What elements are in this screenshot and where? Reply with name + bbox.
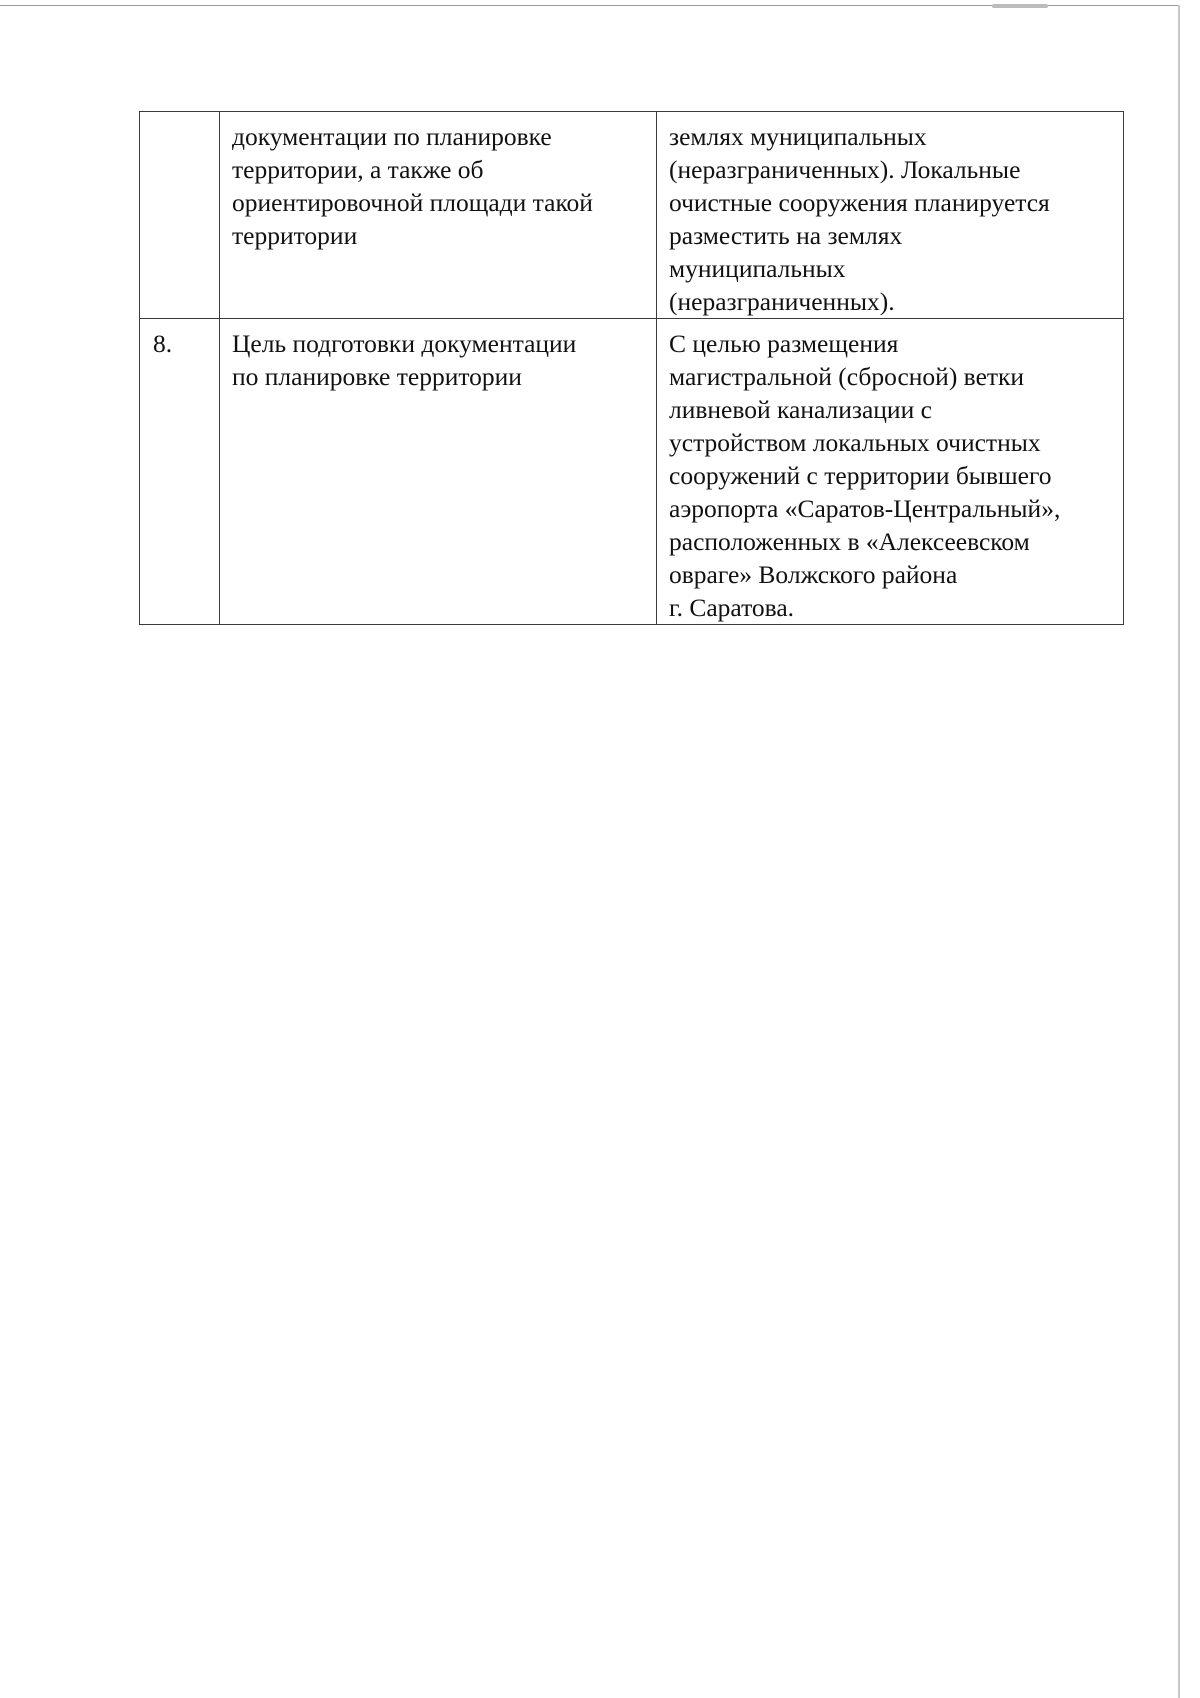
- page-edge-right: [1178, 5, 1180, 1698]
- row-number: 8.: [140, 319, 220, 625]
- row-label: Цель подготовки документации по планировке территории: [220, 319, 657, 625]
- row-number: [140, 112, 220, 319]
- row-value: землях муниципальных (неразграниченных). Локальные очистные сооружения планируется разместить на землях муниципальных (неразграниченных).: [657, 112, 1124, 319]
- row-label: документации по планировке территории, а также об ориентировочной площади такой территории: [220, 112, 657, 319]
- table-row: [140, 112, 1124, 319]
- table-row: [140, 319, 1124, 625]
- scan-mark: [992, 4, 1048, 8]
- planning-info-table: [139, 111, 1124, 625]
- row-value: С целью размещения магистральной (сбросной) ветки ливневой канализации с устройством локальных очистных сооружений с территории бывшего аэропорта «Саратов-Центральный», расположенных в «Алексеевском овраге» Волжского района г. Саратова.: [657, 319, 1124, 625]
